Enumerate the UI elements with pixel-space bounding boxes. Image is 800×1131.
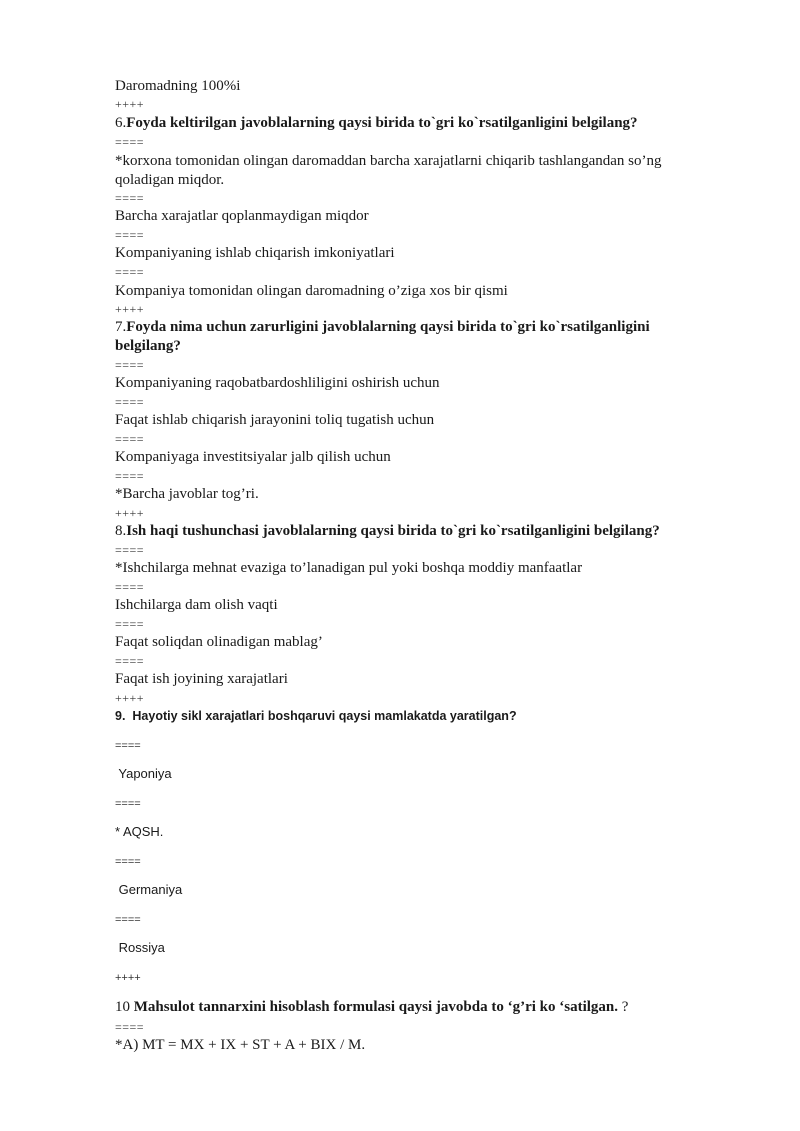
question-6 bbox=[115, 114, 715, 132]
question-number: 10 bbox=[115, 999, 134, 1015]
separator-plus: ++++ bbox=[115, 506, 145, 520]
question-text: Hayotiy sikl xarajatlari boshqaruvi qaysi mamlakatda yaratilgan? bbox=[132, 709, 517, 723]
question-number: 7. bbox=[115, 319, 127, 335]
separator-equals: ==== bbox=[115, 1020, 145, 1034]
question-9 bbox=[115, 708, 715, 724]
separator-equals: ==== bbox=[115, 654, 145, 668]
answer-text: Rossiya bbox=[115, 940, 165, 955]
answer-text: *Ishchilarga mehnat evaziga to’lanadigan pul yoki boshqa moddiy manfaatlar bbox=[115, 560, 583, 576]
separator-equals: ==== bbox=[115, 914, 141, 926]
question-number: 6. bbox=[115, 115, 127, 131]
answer-text: Germaniya bbox=[115, 882, 183, 897]
question-text: belgilang? bbox=[115, 338, 181, 354]
answer-text: Kompaniyaning ishlab chiqarish imkoniyatlari bbox=[115, 245, 395, 261]
separator-plus: ++++ bbox=[115, 691, 145, 705]
question-7-cont bbox=[115, 337, 715, 355]
answer-text: Yaponiya bbox=[115, 766, 172, 781]
separator-equals: ==== bbox=[115, 856, 141, 868]
question-text: Ish haqi tushunchasi javoblalarning qaysi birida to`gri ko`rsatilganligini belgilang? bbox=[126, 523, 660, 539]
answer-text: *korxona tomonidan olingan daromaddan barcha xarajatlarni chiqarib tashlangandan so’ng bbox=[115, 153, 662, 169]
separator-equals: ==== bbox=[115, 617, 145, 631]
question-number: 8. bbox=[115, 523, 127, 539]
separator-equals: ==== bbox=[115, 543, 145, 557]
question-text: Foyda keltirilgan javoblalarning qaysi birida to`gri ko`rsatilganligini belgilang? bbox=[126, 115, 638, 131]
separator-equals: ==== bbox=[115, 798, 141, 810]
separator-equals: ==== bbox=[115, 432, 145, 446]
answer-text: Kompaniya tomonidan olingan daromadning o’ziga xos bir qismi bbox=[115, 283, 508, 299]
separator-equals: ==== bbox=[115, 191, 145, 205]
answer-text: *A) MT = MX + IX + ST + A + BIX / M. bbox=[115, 1037, 366, 1053]
separator-plus: ++++ bbox=[115, 97, 145, 111]
question-number: 9. bbox=[115, 709, 126, 723]
answer-text: Faqat ish joyining xarajatlari bbox=[115, 671, 288, 687]
question-7 bbox=[115, 318, 715, 336]
answer-text: Kompaniyaning raqobatbardoshliligini oshirish uchun bbox=[115, 375, 440, 391]
separator-equals: ==== bbox=[115, 469, 145, 483]
question-text: Foyda nima uchun zarurligini javoblalarning qaysi birida to`gri ko`rsatilganligini bbox=[126, 319, 650, 335]
separator-equals: ==== bbox=[115, 228, 145, 242]
answer-text: Faqat soliqdan olinadigan mablag’ bbox=[115, 634, 323, 650]
answer-text: Ishchilarga dam olish vaqti bbox=[115, 597, 278, 613]
separator-equals: ==== bbox=[115, 580, 145, 594]
separator-equals: ==== bbox=[115, 395, 145, 409]
answer-text: qoladigan miqdor. bbox=[115, 172, 225, 188]
question-text: Mahsulot tannarxini hisoblash formulasi qaysi javobda to ‘g’ri ko ‘satilgan. bbox=[133, 999, 618, 1015]
separator-plus: ++++ bbox=[115, 302, 145, 316]
question-8 bbox=[115, 522, 715, 540]
question-suffix: ? bbox=[618, 999, 629, 1015]
separator-equals: ==== bbox=[115, 358, 145, 372]
answer-text: * AQSH. bbox=[115, 824, 164, 839]
separator-equals: ==== bbox=[115, 135, 145, 149]
answer-text: Kompaniyaga investitsiyalar jalb qilish uchun bbox=[115, 449, 391, 465]
question-10 bbox=[115, 998, 715, 1016]
answer-text: Faqat ishlab chiqarish jarayonini toliq tugatish uchun bbox=[115, 412, 435, 428]
separator-equals: ==== bbox=[115, 740, 141, 752]
answer-text: Barcha xarajatlar qoplanmaydigan miqdor bbox=[115, 208, 369, 224]
answer-text: *Barcha javoblar tog’ri. bbox=[115, 486, 259, 502]
separator-equals: ==== bbox=[115, 265, 145, 279]
separator-plus: ++++ bbox=[115, 972, 141, 984]
answer-text: Daromadning 100%i bbox=[115, 78, 241, 94]
